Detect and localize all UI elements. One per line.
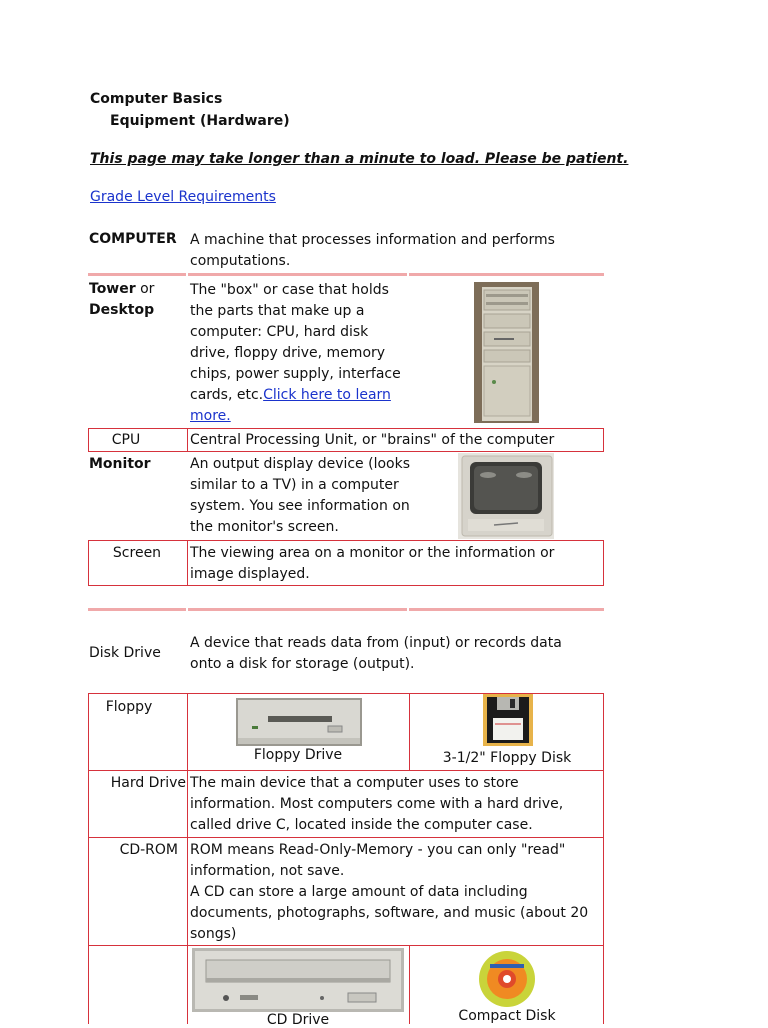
divider-1 bbox=[88, 273, 604, 276]
cpu-definition: Central Processing Unit, or "brains" of the computer bbox=[190, 432, 555, 448]
compact-disk-image bbox=[478, 950, 536, 1008]
page-subtitle: Equipment (Hardware) bbox=[110, 113, 290, 129]
floppy-drive-caption: Floppy Drive bbox=[253, 747, 343, 763]
screen-term: Screen bbox=[112, 545, 162, 561]
cdrom-term: CD-ROM bbox=[119, 842, 178, 858]
grade-level-requirements-link[interactable]: Grade Level Requirements bbox=[90, 189, 276, 205]
floppy-disk-caption: 3-1/2" Floppy Disk bbox=[442, 750, 572, 766]
page-title: Computer Basics bbox=[90, 91, 223, 107]
divider-2 bbox=[88, 608, 604, 611]
cd-drive-caption: CD Drive bbox=[266, 1012, 330, 1028]
compact-disk-caption: Compact Disk bbox=[458, 1008, 556, 1024]
hard-drive-term: Hard Drive bbox=[110, 775, 186, 791]
hard-drive-definition: The main device that a computer uses to store information. Most computers come with a hard drive, called drive C, located inside the computer case. bbox=[190, 775, 564, 833]
cpu-term: CPU bbox=[111, 432, 141, 448]
disk-drive-definition: A device that reads data from (input) or records data onto a disk for storage (output). bbox=[190, 635, 562, 672]
computer-term: COMPUTER bbox=[89, 231, 177, 247]
monitor-definition: An output display device (looks similar to a TV) in a computer system. You see information on the monitor's screen. bbox=[190, 456, 411, 535]
load-warning: This page may take longer than a minute to load. Please be patient. bbox=[90, 151, 629, 167]
cdrom-definition: ROM means Read-Only-Memory - you can only "read" information, not save. A CD can store a large amount of data including documents, photographs, software, and music (about 20 songs) bbox=[190, 842, 589, 942]
computer-definition: A machine that processes information and performs computations. bbox=[190, 232, 555, 269]
disk-drive-term: Disk Drive bbox=[89, 645, 161, 661]
floppy-term: Floppy bbox=[105, 699, 153, 715]
tower-term: Tower or Desktop bbox=[89, 281, 155, 318]
floppy-disk-image bbox=[483, 694, 533, 746]
monitor-term: Monitor bbox=[89, 456, 151, 472]
learn-more-link[interactable]: Click here to learn more. bbox=[190, 387, 391, 424]
cd-drive-image bbox=[192, 948, 404, 1012]
screen-definition: The viewing area on a monitor or the information or image displayed. bbox=[190, 545, 555, 582]
tower-image bbox=[474, 282, 539, 423]
floppy-drive-image bbox=[236, 698, 362, 746]
tower-definition: The "box" or case that holds the parts that make up a computer: CPU, hard disk drive, floppy drive, memory chips, power supply, interface cards, etc.Click here to learn more. bbox=[190, 282, 401, 424]
monitor-image bbox=[458, 453, 554, 539]
